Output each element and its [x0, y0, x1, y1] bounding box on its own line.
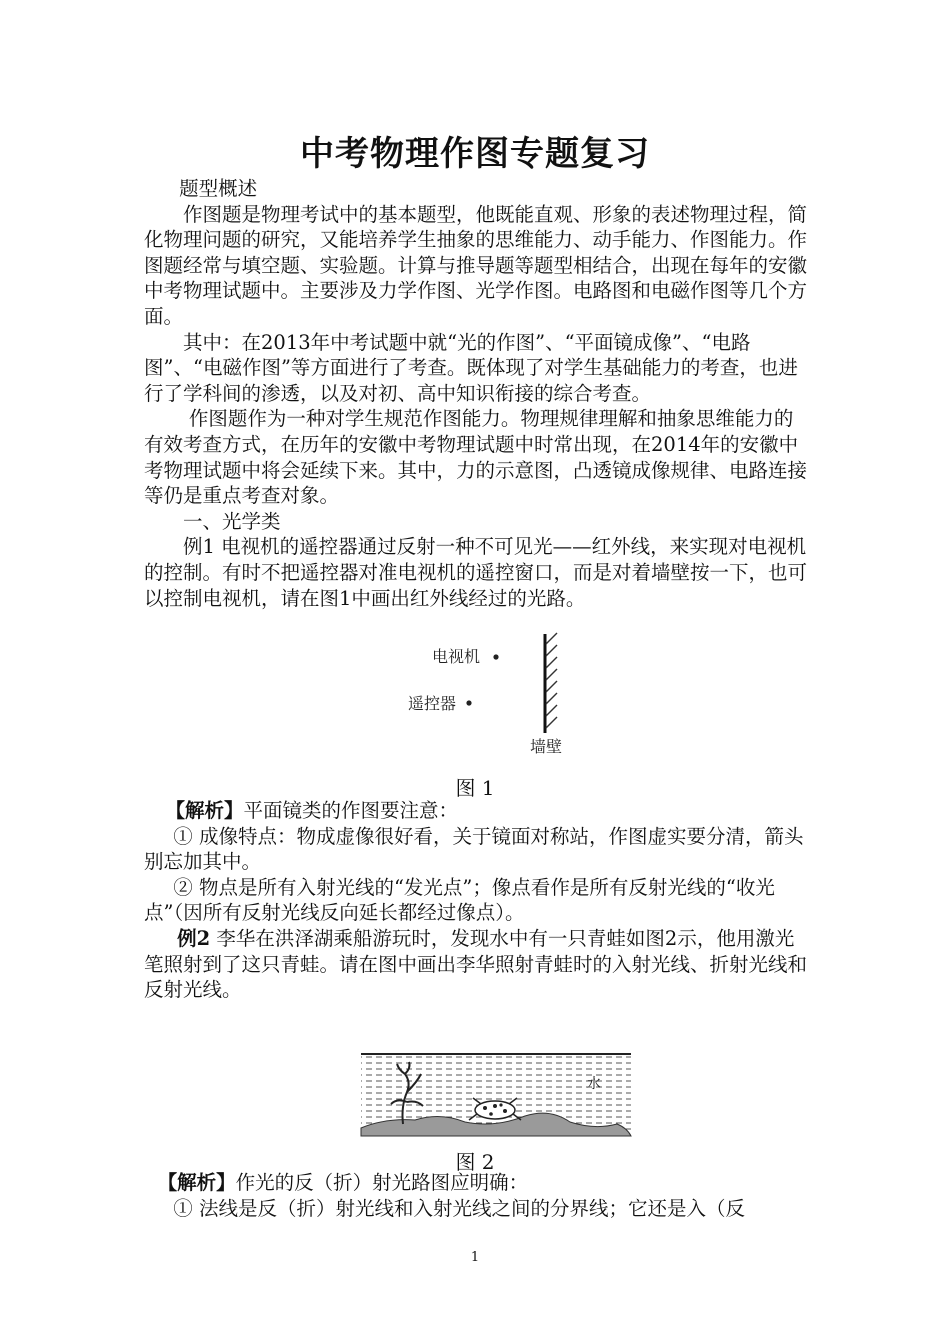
analysis-1-heading — [144, 798, 808, 824]
figure-1-diagram — [400, 630, 590, 765]
analysis-2-point-1: ① 法线是反（折）射光线和入射光线之间的分界线；它还是入（反 — [173, 1196, 745, 1220]
figure-1-caption: 图 1 — [455, 776, 495, 800]
paragraph-1: 作图题是物理考试中的基本题型，他既能直观、形象的表述物理过程，简化物理问题的研究，又能培养学生抽象的思维能力、动手能力、作图能力。作图题经常与填空题、实验题。计算与推导题等题型相结合，出现在每年的安徽中考物理试题中。主要涉及力学作图、光学作图。电路图和电磁作图等几个方面。 — [144, 202, 808, 328]
remote-dot — [466, 700, 471, 705]
analysis-1-tag: 【解析】 — [165, 799, 244, 822]
wall-label: 墙壁 — [530, 737, 563, 756]
figure-2-caption: 图 2 — [455, 1150, 495, 1174]
tv-label: 电视机 — [432, 647, 481, 666]
analysis-2-tag: 【解析】 — [157, 1171, 236, 1194]
example-1: 例1 电视机的遥控器通过反射一种不可见光——红外线，来实现对电视机的控制。有时不把遥控器对准电视机的遥控窗口，而是对着墙壁按一下，也可以控制电视机，请在图1中画出红外线经过的光路。 — [144, 535, 808, 610]
analysis-1-point-1: ① 成像特点：物成虚像很好看，关于镜面对称站，作图虚实要分清，箭头别忘加其中。 — [144, 824, 804, 874]
example-2-text: 李华在洪泽湖乘船游玩时，发现水中有一只青蛙如图2示，他用激光笔照射到了这只青蛙。请在图中画出李华照射青蛙时的入射光线、折射光线和反射光线。 — [144, 926, 808, 1002]
example-2 — [144, 926, 808, 1003]
paragraph-2: 其中：在2013年中考试题中就“光的作图”、“平面镜成像”、“电路图”、“电磁作图”等方面进行了考查。既体现了对学生基础能力的考查，也进行了学科间的渗透，以及对初、高中知识衔接的综合考查。 — [144, 330, 798, 405]
analysis-2-intro: 作光的反（折）射光路图应明确： — [235, 1171, 529, 1194]
analysis-1 — [144, 798, 808, 1003]
page-number: 1 — [470, 1250, 480, 1265]
figure-2-diagram — [355, 1048, 635, 1140]
analysis-1-intro: 平面镜类的作图要注意： — [243, 799, 458, 822]
remote-label: 遥控器 — [408, 694, 457, 713]
overview-heading: 题型概述 — [179, 177, 258, 200]
page-title: 中考物理作图专题复习 — [300, 134, 650, 174]
tv-dot — [493, 654, 498, 659]
optics-heading: 一、光学类 — [183, 509, 281, 533]
example-2-tag: 例2 — [177, 926, 211, 950]
water-label: 水 — [587, 1076, 601, 1092]
paragraph-3: 作图题作为一种对学生规范作图能力。物理规律理解和抽象思维能力的有效考查方式，在历年的安徽中考物理试题中时常出现，在2014年的安徽中考物理试题中将会延续下来。其中，力的示意图，凸透镜成像规律、电路连接等仍是重点考查对象。 — [144, 407, 808, 508]
analysis-2-heading — [144, 1170, 808, 1196]
wall-hatching — [546, 633, 557, 728]
intro-section — [144, 176, 808, 611]
analysis-1-point-2: ② 物点是所有入射光线的“发光点”；像点看作是所有反射光线的“收光点”（因所有反射光线反向延长都经过像点）。 — [144, 875, 775, 925]
analysis-2 — [144, 1170, 808, 1221]
